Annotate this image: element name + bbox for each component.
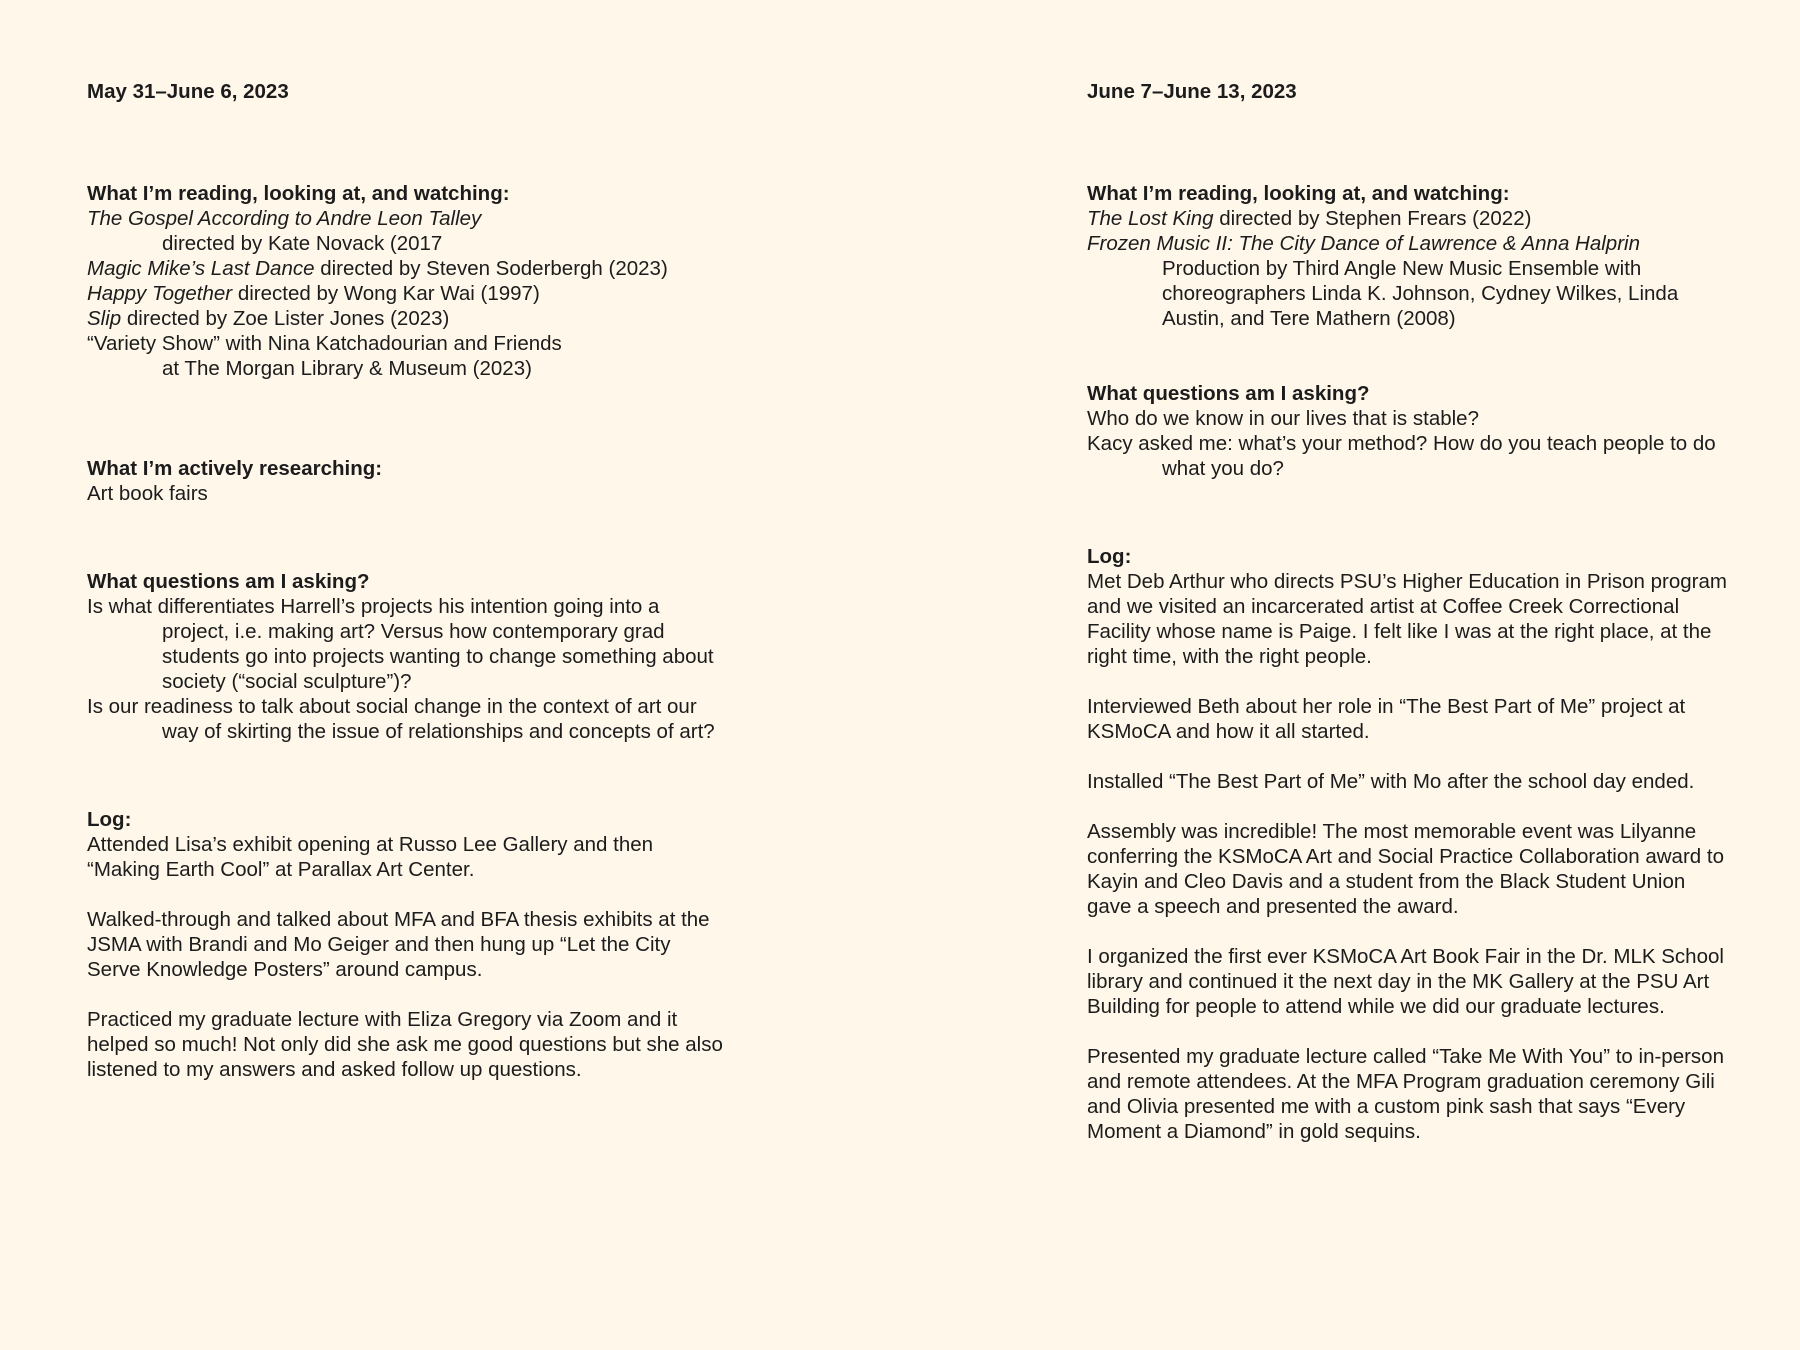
page-date: June 7–June 13, 2023 <box>1087 80 1297 103</box>
questions-section <box>1087 381 1727 481</box>
work-credit: directed by Wong Kar Wai (1997) <box>232 282 540 305</box>
work-title: The Gospel According to Andre Leon Talley <box>87 207 482 230</box>
page-date: May 31–June 6, 2023 <box>87 80 289 103</box>
work-title: Slip <box>87 307 122 330</box>
log-entry: Walked-through and talked about MFA and BFA thesis exhibits at the JSMA with Brandi and Mo Geiger and then hung up “Let the City Serve Knowledge Posters” around campus. <box>87 908 710 981</box>
log-entry: Presented my graduate lecture called “Take Me With You” to in-person and remote attendees. At the MFA Program graduation ceremony Gili and Olivia presented me with a custom pink sash that says “Every Moment a Diamond” in gold sequins. <box>1087 1045 1724 1143</box>
reading-entry <box>87 206 727 231</box>
right-page <box>1087 78 1727 1182</box>
question-item: Is our readiness to talk about social change in the context of art our way of skirting the issue of relationships and concepts of art? <box>87 695 715 743</box>
reading-section <box>1087 181 1727 331</box>
reading-entry <box>1087 231 1727 256</box>
work-title: Magic Mike’s Last Dance <box>87 257 315 280</box>
work-title: Happy Together <box>87 282 233 305</box>
reading-entry: “Variety Show” with Nina Katchadourian and Friends <box>87 332 562 355</box>
work-credit: directed by Zoe Lister Jones (2023) <box>121 307 450 330</box>
section-heading: Log: <box>87 808 132 831</box>
section-heading: What I’m reading, looking at, and watching: <box>87 182 510 205</box>
log-entry: I organized the first ever KSMoCA Art Book Fair in the Dr. MLK School library and continued it the next day in the MK Gallery at the PSU Art Building for people to attend while we did our graduate lectures. <box>1087 945 1724 1018</box>
questions-section <box>87 569 727 744</box>
work-title: Frozen Music II: The City Dance of Lawrence & Anna Halprin <box>1087 232 1640 255</box>
work-title: The Lost King <box>1087 207 1214 230</box>
reading-entry <box>87 306 727 331</box>
reading-entry-continuation: directed by Kate Novack (2017 <box>162 232 443 255</box>
question-item: Who do we know in our lives that is stable? <box>1087 407 1479 430</box>
reading-section <box>87 181 727 381</box>
research-item: Art book fairs <box>87 482 208 505</box>
log-section <box>1087 544 1727 1144</box>
section-heading: What questions am I asking? <box>1087 382 1370 405</box>
work-credit: directed by Steven Soderbergh (2023) <box>314 257 668 280</box>
work-credit: directed by Stephen Frears (2022) <box>1213 207 1532 230</box>
log-entry: Installed “The Best Part of Me” with Mo after the school day ended. <box>1087 770 1695 793</box>
section-heading: What I’m actively researching: <box>87 457 383 480</box>
question-item: Is what differentiates Harrell’s projects his intention going into a project, i.e. making art? Versus how contemporary grad students go into projects wanting to change something about society (“social sculpture”)? <box>87 595 714 693</box>
researching-section <box>87 456 727 506</box>
log-section <box>87 807 727 1082</box>
log-entry: Practiced my graduate lecture with Eliza Gregory via Zoom and it helped so much! Not only did she ask me good questions but she also listened to my answers and asked follow up questions. <box>87 1008 723 1081</box>
reading-entry-continuation: at The Morgan Library & Museum (2023) <box>162 357 532 380</box>
log-entry: Interviewed Beth about her role in “The Best Part of Me” project at KSMoCA and how it all started. <box>1087 695 1686 743</box>
reading-entry <box>1087 206 1727 231</box>
question-item: Kacy asked me: what’s your method? How do you teach people to do what you do? <box>1087 432 1716 480</box>
reading-entry <box>87 281 727 306</box>
log-entry: Attended Lisa’s exhibit opening at Russo Lee Gallery and then “Making Earth Cool” at Parallax Art Center. <box>87 833 654 881</box>
section-heading: What questions am I asking? <box>87 570 370 593</box>
reading-entry-continuation: Production by Third Angle New Music Ensemble with choreographers Linda K. Johnson, Cydney Wilkes, Linda Austin, and Tere Mathern (2008) <box>1162 257 1679 330</box>
section-heading: What I’m reading, looking at, and watching: <box>1087 182 1510 205</box>
log-entry: Met Deb Arthur who directs PSU’s Higher Education in Prison program and we visited an incarcerated artist at Coffee Creek Correctional Facility whose name is Paige. I felt like I was at the right place, at the right time, with the right people. <box>1087 570 1727 668</box>
log-entry: Assembly was incredible! The most memorable event was Lilyanne conferring the KSMoCA Art and Social Practice Collaboration award to Kayin and Cleo Davis and a student from the Black Student Union gave a speech and presented the award. <box>1087 820 1724 918</box>
reading-entry <box>87 256 727 281</box>
left-page <box>87 78 727 1120</box>
section-heading: Log: <box>1087 545 1132 568</box>
